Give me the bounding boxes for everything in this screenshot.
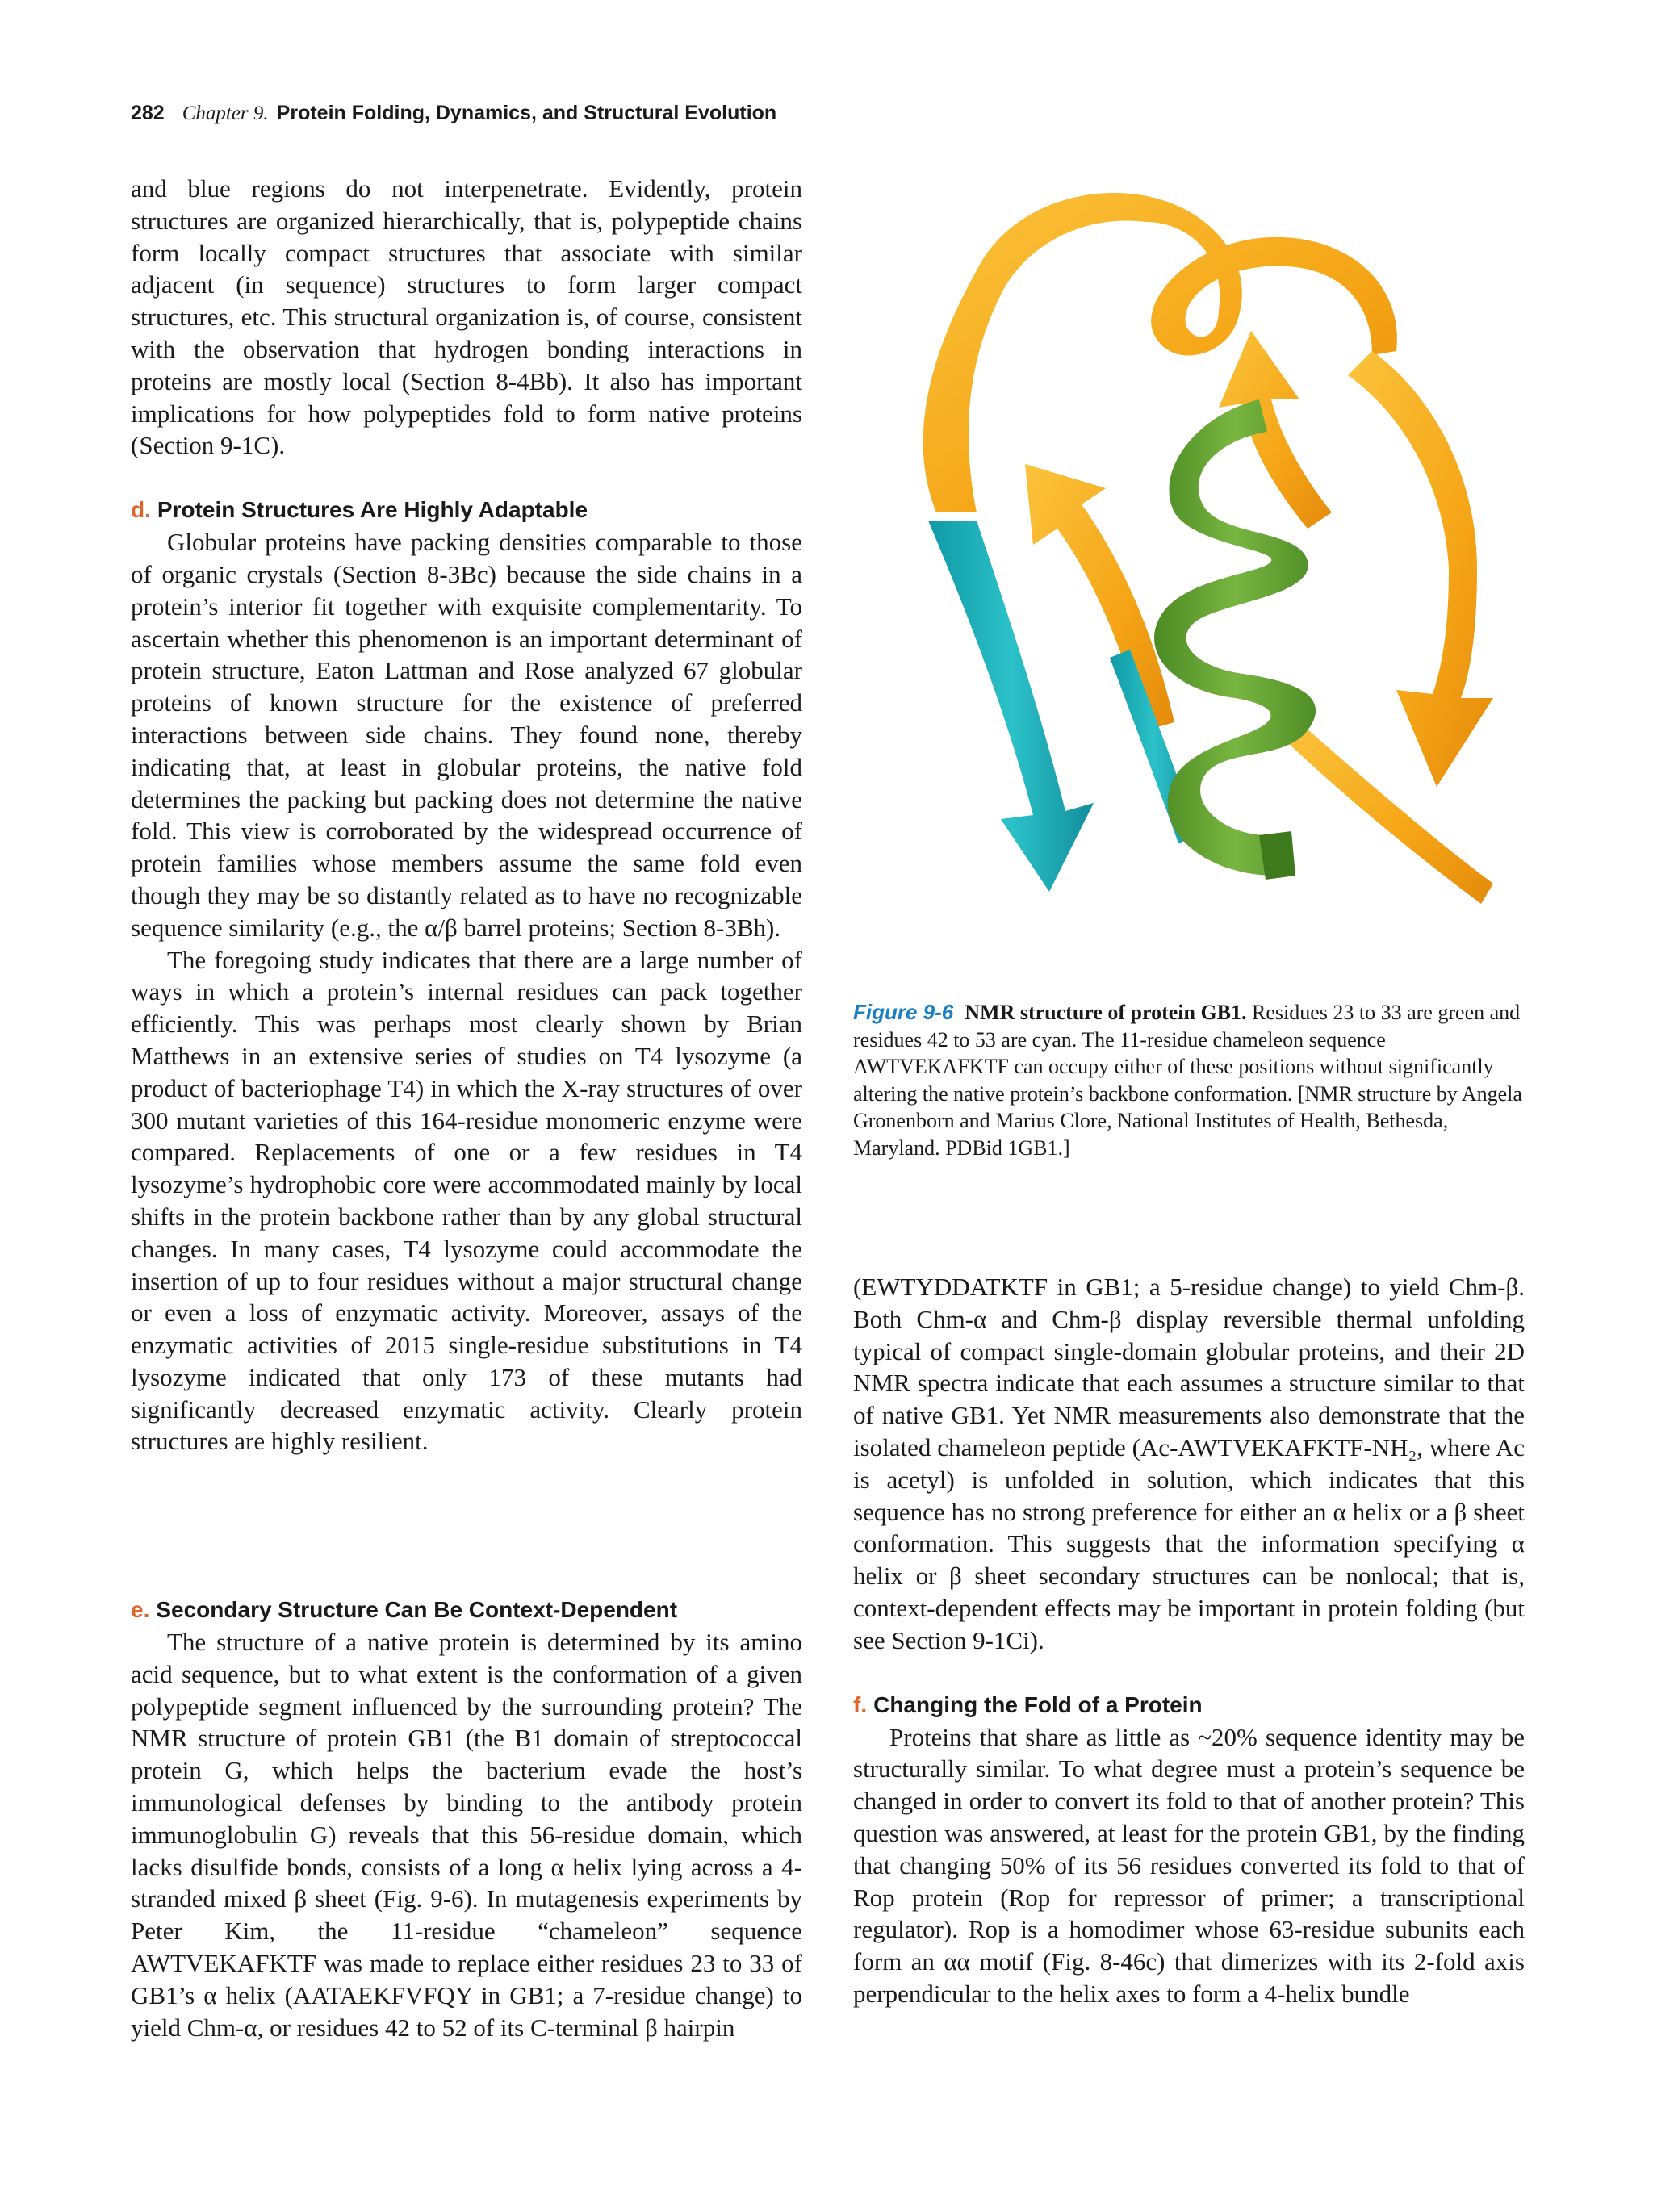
section-title: Changing the Fold of a Protein [873,1691,1203,1717]
section-letter: e. [131,1597,150,1622]
strand-cyan [928,521,1094,892]
paragraph-hierarchy: and blue regions do not interpenetrate. Evidently, protein structures are organized hierarchically, that is, polypeptide chains form locally compact structures that associate with similar adjacent (in sequence) structures to form larger compact structures, etc. This structural organization is, of course, consistent with the observation that hydrogen bonding interactions in proteins are mostly local (Section 8-4Bb). It also has important implications for how polypeptides fold to form native proteins (Section 9-1C). [131,174,802,460]
strand-tail [1287,722,1493,904]
top-loop-ribbon [923,193,1397,512]
section-heading-e [131,1594,802,1626]
paragraph-packing: Globular proteins have packing densities comparable to those of organic crystals (Section 8-3Bc) because the side chains in a protein’s interior fit together with exquisite complementarity. To ascertain whether this phenomenon is an important determinant of protein structure, Eaton Lattman and Rose analyzed 67 globular proteins of known structure for the existence of preferred interactions between side chains. They found none, thereby indicating that, at least in globular proteins, the native fold determines the packing but packing does not determine the native fold. This view is corroborated by the widespread occurrence of protein families whose members assume the same fold even though they may be so distantly related as to have no recognizable sequence similarity (e.g., the α/β barrel proteins; Section 8-3Bh). [131,528,802,942]
chapter-title: Protein Folding, Dynamics, and Structural Evolution [276,102,777,124]
running-header [131,102,776,125]
gb1-ribbon-figure [880,165,1542,1005]
paragraph-fold-change: Proteins that share as little as ~20% sequence identity may be structurally similar. To what degree must a protein’s sequence be changed in order to convert its fold to that of another protein? This question was answered, at least for the protein GB1, by the finding that changing 50% of its 56 residues converted its fold to that of Rop protein (Rop for repressor of primer; a transcriptional regulator). Rop is a homodimer whose 63-residue subunits each form an αα motif (Fig. 8-46c) that dimerizes with its 2-fold axis perpendicular to the helix axes to form a 4-helix bundle [853,1722,1525,2008]
chapter-label: Chapter 9. [182,102,269,124]
left-column-top [131,173,802,1457]
left-column-bottom [131,1594,802,2043]
section-heading-f [853,1689,1525,1721]
section-letter: d. [131,497,151,523]
section-title: Secondary Structure Can Be Context-Dependent [156,1597,678,1622]
strand-inner [1025,464,1174,730]
section-heading-d [131,494,802,526]
section-letter: f. [853,1691,868,1717]
figure-title: NMR structure of protein GB1. [965,1001,1247,1024]
paragraph-gb1: The structure of a native protein is determined by its amino acid sequence, but to what extent is the conformation of a given polypeptide segment influenced by the surrounding protein? The NMR structure of protein GB1 (the B1 domain of streptococcal protein G, which helps the bacterium evade the host’s immunological defenses by binding to the antibody protein immunoglobulin G) reveals that this 56-residue domain, which lacks disulfide bonds, consists of a long α helix lying across a 4-stranded mixed β sheet (Fig. 9-6). In mutagenesis experiments by Peter Kim, the 11-residue “chameleon” sequence AWTVEKAFKTF was made to replace either residues 23 to 33 of GB1’s α helix (AATAEKFVFQY in GB1; a 7-residue change) to yield Chm-α, or residues 42 to 52 of its C-terminal β hairpin [131,1628,802,2042]
paragraph-chameleon: (EWTYDDATKTF in GB1; a 5-residue change) to yield Chm-β. Both Chm-α and Chm-β display reversible thermal unfolding typical of compact single-domain globular proteins, and their 2D NMR spectra indicate that each assumes a structure similar to that of native GB1. Yet NMR measurements also demonstrate that the isolated chameleon peptide (Ac-AWTVEKAFKTF-NH₂, where Ac is acetyl) is unfolded in solution, which indicates that this sequence has no strong preference for either an α helix or a β sheet conformation. This suggests that the information specifying α helix or β sheet secondary structures can be nonlocal; that is, context-dependent effects may be important in protein folding (but see Section 9-1Ci). [853,1273,1525,1654]
right-column-bottom [853,1271,1525,2010]
paragraph-t4-lysozyme: The foregoing study indicates that there are a large number of ways in which a protein’s internal residues can pack together efficiently. This was perhaps most clearly shown by Brian Matthews in an extensive series of studies on T4 lysozyme (a product of bacteriophage T4) in which the X-ray structures of over 300 mutant varieties of this 164-residue monomeric enzyme were compared. Replacements of one or a few residues in T4 lysozyme’s hydrophobic core were accommodated mainly by local shifts in the protein backbone rather than by any global structural changes. In many cases, T4 lysozyme could accommodate the insertion of up to four residues without a major structural change or even a loss of enzymatic activity. Moreover, assays of the enzymatic activities of 2015 single-residue substitutions in T4 lysozyme indicated that only 173 of these mutants had significantly decreased enzymatic activity. Clearly protein structures are highly resilient. [131,945,802,1456]
strand-right [1348,351,1493,787]
page-number: 282 [131,102,165,124]
figure-label: Figure 9-6 [853,1000,954,1024]
figure-caption-text: Residues 23 to 33 are green and residues 42 to 53 are cyan. The 11-residue chameleon sequence AWTVEKAFKTF can occupy either of these positions without significantly altering the native protein’s backbone conformation. [NMR structure by Angela Gronenborn and Marius Clore, National Institutes of Health, Bethesda, Maryland. PDBid 1GB1.] [853,1001,1522,1160]
helix-end-cap [1259,831,1295,880]
figure-caption [853,999,1525,1161]
section-title: Protein Structures Are Highly Adaptable [157,497,588,523]
